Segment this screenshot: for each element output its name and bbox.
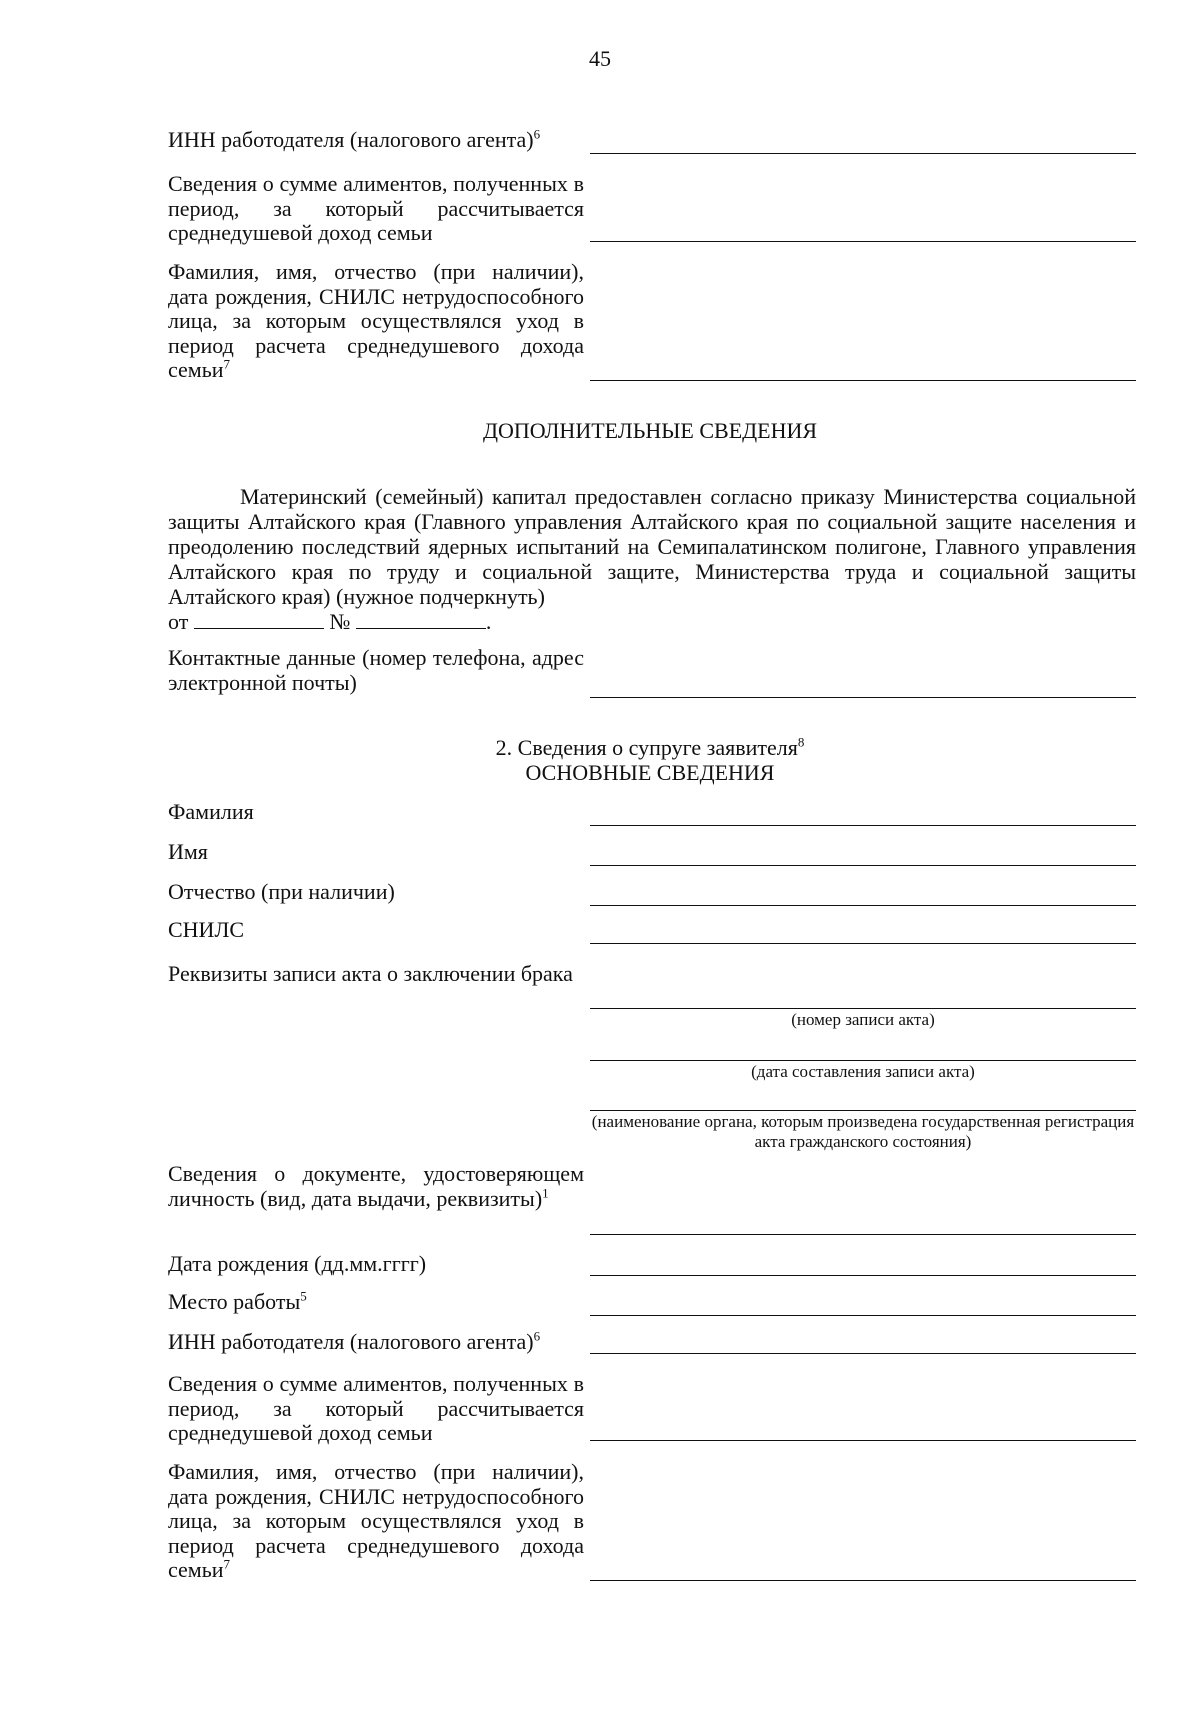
record-number-field[interactable]: [590, 1008, 1136, 1009]
page-number: 45: [589, 46, 611, 71]
surname-label: Фамилия: [168, 799, 254, 824]
name-field[interactable]: [590, 865, 1136, 866]
spouse-employer-inn-label: ИНН работодателя (налогового агента)$^6$: [168, 1328, 541, 1354]
spouse-alimony-field[interactable]: [590, 1440, 1136, 1441]
workplace-field[interactable]: [590, 1315, 1136, 1316]
snils-field[interactable]: [590, 943, 1136, 944]
record-number-caption: (номер записи акта): [791, 1010, 935, 1029]
caretaker-field[interactable]: [590, 380, 1136, 381]
name-label: Имя: [168, 839, 208, 864]
alimony-label: Сведения о сумме алиментов, полученных в период, за который рассчитывается среднедушевой доход семьи: [168, 171, 584, 245]
birth-date-field[interactable]: [590, 1275, 1136, 1276]
registration-authority-field[interactable]: [590, 1110, 1136, 1111]
capital-paragraph: Материнский (семейный) капитал предоставлен согласно приказу Министерства социальной защиты Алтайского края (Главного управления Алтайского края по социальной защите населения и преодолению последствий ядерных испытаний на Семипалатинском полигоне, Главного управления Алтайского края по труду и социальной защите, Министерства труда и социальной защиты Алтайского края) (нужное подчеркнуть) от № .: [168, 484, 1136, 634]
id-document-label: Сведения о документе, удостоверяющем личность (вид, дата выдачи, реквизиты)$^1$: [168, 1161, 584, 1211]
record-date-caption: (дата составления записи акта): [751, 1062, 975, 1081]
birth-date-label: Дата рождения (дд.мм.гггг): [168, 1251, 427, 1276]
spouse-employer-inn-field[interactable]: [590, 1353, 1136, 1354]
spouse-alimony-label: Сведения о сумме алиментов, полученных в период, за который рассчитывается среднедушевой доход семьи: [168, 1371, 584, 1445]
employer-inn-label: ИНН работодателя (налогового агента)$^6$: [168, 126, 541, 152]
registration-authority-caption: (наименование органа, которым произведена государственная регистрация акта гражданского состояния): [591, 1112, 1135, 1151]
contacts-label: Контактные данные (номер телефона, адрес электронной почты): [168, 645, 584, 695]
order-date-field[interactable]: [194, 610, 324, 629]
spouse-main-subheading: ОСНОВНЫЕ СВЕДЕНИЯ: [525, 760, 775, 785]
surname-field[interactable]: [590, 825, 1136, 826]
spouse-section-heading: 2. Сведения о супруге заявителя$^8$: [495, 734, 805, 760]
workplace-label: Место работы$^5$: [168, 1288, 307, 1314]
order-number-field[interactable]: [356, 610, 486, 629]
spouse-caretaker-field[interactable]: [590, 1580, 1136, 1581]
employer-inn-field[interactable]: [590, 153, 1136, 154]
marriage-record-label: Реквизиты записи акта о заключении брака: [168, 961, 573, 986]
spouse-caretaker-label: Фамилия, имя, отчество (при наличии), дата рождения, СНИЛС нетрудоспособного лица, за которым осуществлялся уход в период расчета среднедушевого дохода семьи$^7$: [168, 1459, 584, 1582]
alimony-field[interactable]: [590, 241, 1136, 242]
contacts-field[interactable]: [590, 697, 1136, 698]
patronymic-label: Отчество (при наличии): [168, 879, 395, 904]
additional-heading: ДОПОЛНИТЕЛЬНЫЕ СВЕДЕНИЯ: [482, 418, 818, 443]
snils-label: СНИЛС: [168, 917, 245, 942]
id-document-field[interactable]: [590, 1234, 1136, 1235]
record-date-field[interactable]: [590, 1060, 1136, 1061]
patronymic-field[interactable]: [590, 905, 1136, 906]
caretaker-label: Фамилия, имя, отчество (при наличии), дата рождения, СНИЛС нетрудоспособного лица, за которым осуществлялся уход в период расчета среднедушевого дохода семьи$^7$: [168, 259, 584, 382]
